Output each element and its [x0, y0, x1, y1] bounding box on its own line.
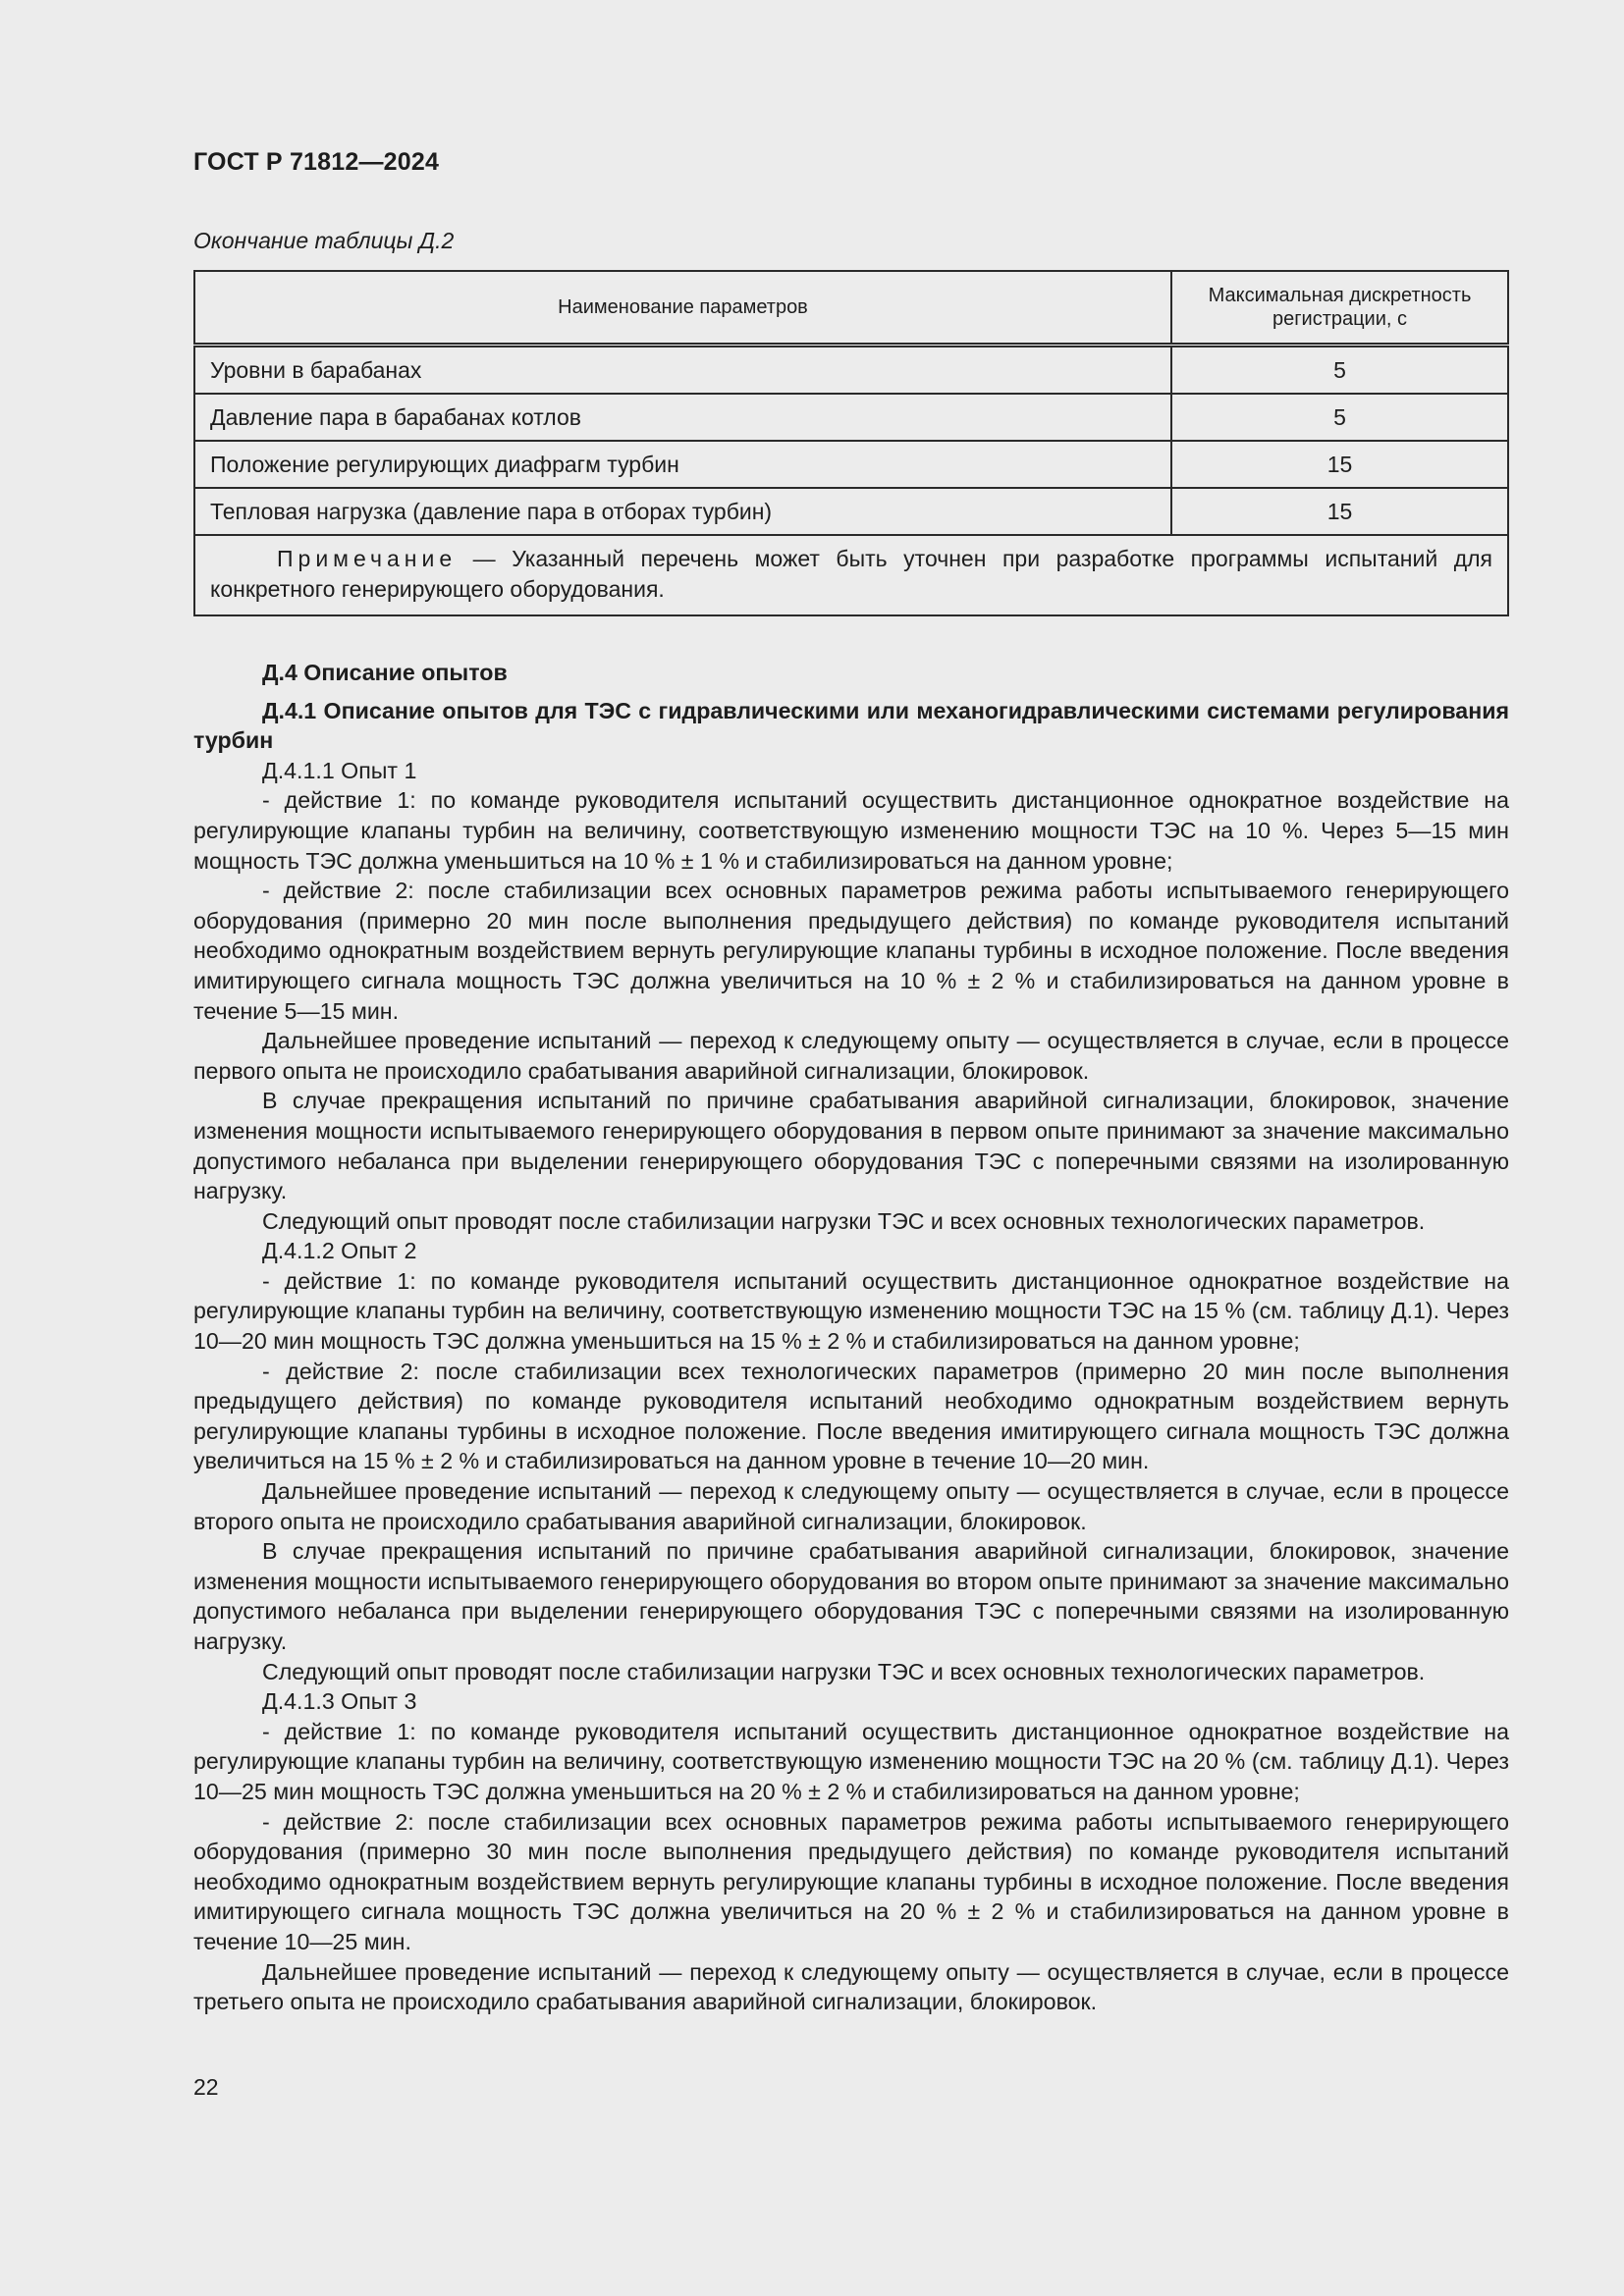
document-header: ГОСТ Р 71812—2024 — [193, 148, 440, 176]
section-heading: Д.4 Описание опытов — [262, 660, 508, 685]
column-header-name: Наименование параметров — [194, 271, 1171, 346]
table-row — [194, 488, 1508, 535]
paragraph: - действие 2: после стабилизации всех основных параметров режима работы испытываемого генерирующего оборудования (примерно 20 мин после выполнения предыдущего действия) по команде руководителя испытаний необходимо однократным воздействием вернуть регулирующие клапаны турбины в исходное положение. После введения имитирующего сигнала мощность ТЭС должна увеличиться на 10 % ± 2 % и стабилизироваться на данном уровне в течение 5—15 мин. — [193, 878, 1509, 1024]
table-row — [194, 441, 1508, 488]
paragraph: - действие 2: после стабилизации всех технологических параметров (примерно 20 мин после выполнения предыдущего действия) по команде руководителя испытаний необходимо однократным воздействием вернуть регулирующие клапаны турбины в исходное положение. После введения имитирующего сигнала мощность ТЭС должна увеличиться на 15 % ± 2 % и стабилизироваться на данном уровне в течение 10—20 мин. — [193, 1358, 1509, 1474]
table-note-row — [194, 535, 1508, 615]
paragraph: В случае прекращения испытаний по причине срабатывания аварийной сигнализации, блокировок, значение изменения мощности испытываемого генерирующего оборудования в первом опыте принимают за значение максимально допустимого небаланса при выделении генерирующего оборудования ТЭС с поперечными связями на изолированную нагрузку. — [193, 1088, 1509, 1204]
table-note — [194, 535, 1508, 615]
note-prefix: Примечание — [277, 546, 458, 571]
paragraph: В случае прекращения испытаний по причине срабатывания аварийной сигнализации, блокировок, значение изменения мощности испытываемого генерирующего оборудования во втором опыте принимают за значение максимально допустимого небаланса при выделении генерирующего оборудования ТЭС с поперечными связями на изолированную нагрузку. — [193, 1538, 1509, 1654]
paragraph: - действие 2: после стабилизации всех основных параметров режима работы испытываемого генерирующего оборудования (примерно 30 мин после выполнения предыдущего действия) по команде руководителя испытаний необходимо однократным воздействием вернуть регулирующие клапаны турбины в исходное положение. После введения имитирующего сигнала мощность ТЭС должна увеличиться на 20 % ± 2 % и стабилизироваться на данном уровне в течение 10—25 мин. — [193, 1808, 1509, 1954]
body-text — [193, 658, 1509, 2017]
experiment-heading: Д.4.1.1 Опыт 1 — [262, 757, 417, 783]
experiment-heading: Д.4.1.3 Опыт 3 — [262, 1688, 417, 1715]
paragraph: - действие 1: по команде руководителя испытаний осуществить дистанционное однократное воздействие на регулирующие клапаны турбин на величину, соответствующую изменению мощности ТЭС на 20 % (см. таблицу Д.1). Через 10—25 мин мощность ТЭС должна уменьшиться на 20 % ± 2 % и стабилизироваться на данном уровне; — [193, 1718, 1509, 1804]
column-header-discreteness: Максимальная дискретность регистрации, с — [1171, 271, 1508, 346]
paragraph: Следующий опыт проводят после стабилизации нагрузки ТЭС и всех основных технологических параметров. — [262, 1207, 1426, 1234]
paragraph: - действие 1: по команде руководителя испытаний осуществить дистанционное однократное воздействие на регулирующие клапаны турбин на величину, соответствующую изменению мощности ТЭС на 10 %. Через 5—15 мин мощность ТЭС должна уменьшиться на 10 % ± 1 % и стабилизироваться на данном уровне; — [193, 787, 1509, 874]
table-header-row — [194, 271, 1508, 346]
table-caption: Окончание таблицы Д.2 — [193, 228, 455, 253]
paragraph: Дальнейшее проведение испытаний — переход к следующему опыту — осуществляется в случае, если в процессе второго опыта не происходило срабатывания аварийной сигнализации, блокировок. — [193, 1478, 1509, 1534]
row-parameter-value: 15 — [1171, 488, 1508, 535]
row-parameter-name: Положение регулирующих диафрагм турбин — [194, 441, 1171, 488]
table-row — [194, 394, 1508, 441]
row-parameter-name: Тепловая нагрузка (давление пара в отборах турбин) — [194, 488, 1171, 535]
note-text: — Указанный перечень может быть уточнен при разработке программы испытаний для конкретного генерирующего оборудования. — [210, 546, 1492, 602]
experiment-heading: Д.4.1.2 Опыт 2 — [262, 1238, 417, 1264]
row-parameter-value: 5 — [1171, 394, 1508, 441]
paragraph: Дальнейшее проведение испытаний — переход к следующему опыту — осуществляется в случае, если в процессе первого опыта не происходило срабатывания аварийной сигнализации, блокировок. — [193, 1028, 1509, 1084]
row-parameter-name: Уровни в барабанах — [194, 346, 1171, 395]
row-parameter-value: 5 — [1171, 346, 1508, 395]
subsection-heading: Д.4.1 Описание опытов для ТЭС с гидравлическими или механогидравлическими системами регулирования турбин — [193, 697, 1509, 754]
row-parameter-name: Давление пара в барабанах котлов — [194, 394, 1171, 441]
page-number: 22 — [193, 2074, 219, 2100]
paragraph: Дальнейшее проведение испытаний — переход к следующему опыту — осуществляется в случае, если в процессе третьего опыта не происходило срабатывания аварийной сигнализации, блокировок. — [193, 1958, 1509, 2015]
parameters-table — [193, 270, 1509, 616]
row-parameter-value: 15 — [1171, 441, 1508, 488]
paragraph: - действие 1: по команде руководителя испытаний осуществить дистанционное однократное воздействие на регулирующие клапаны турбин на величину, соответствующую изменению мощности ТЭС на 15 % (см. таблицу Д.1). Через 10—20 мин мощность ТЭС должна уменьшиться на 15 % ± 2 % и стабилизироваться на данном уровне; — [193, 1267, 1509, 1355]
table-row — [194, 346, 1508, 395]
paragraph: Следующий опыт проводят после стабилизации нагрузки ТЭС и всех основных технологических параметров. — [262, 1658, 1426, 1684]
